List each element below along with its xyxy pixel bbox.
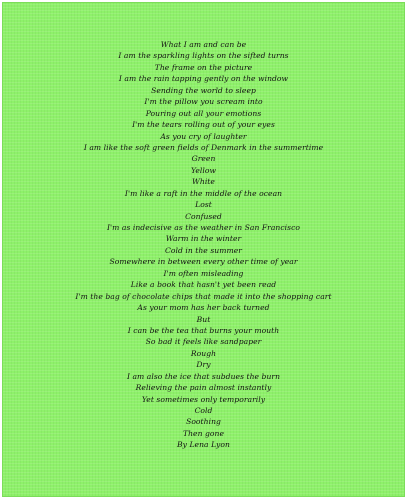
poem-line: Cold in the summer bbox=[165, 245, 242, 255]
poem-line: I am the rain tapping gently on the window bbox=[118, 74, 289, 84]
poem-line: Yellow bbox=[190, 165, 217, 175]
poem-line: I'm the pillow you scream into bbox=[144, 97, 263, 107]
poem-line: I am the sparkling lights on the sifted turns bbox=[118, 51, 289, 61]
poem-line: The frame on the picture bbox=[154, 62, 253, 72]
poem-line: Rough bbox=[190, 348, 217, 358]
poem-line: Pouring out all your emotions bbox=[145, 108, 262, 118]
poem-line: Green bbox=[191, 154, 216, 164]
poem-line: Lost bbox=[195, 200, 212, 210]
poem-line: I'm like a raft in the middle of the ocean bbox=[124, 188, 283, 198]
poem-text bbox=[2, 39, 405, 451]
poem-line: Relieving the pain almost instantly bbox=[135, 383, 272, 393]
poem-line: What I am and can be bbox=[160, 40, 247, 49]
poem-line: Confused bbox=[185, 211, 222, 221]
poem-page bbox=[2, 2, 405, 497]
poem-line: Soothing bbox=[186, 417, 221, 427]
poem-line: Then gone bbox=[182, 428, 225, 438]
poem-line: I can be the tea that burns your mouth bbox=[127, 325, 280, 335]
poem-line: As you cry of laughter bbox=[160, 131, 247, 141]
poem-line: White bbox=[192, 177, 215, 187]
poem-line: But bbox=[196, 314, 211, 324]
poem-author: By Lena Lyon bbox=[177, 440, 230, 450]
poem-line: I am like the soft green fields of Denmark in the summertime bbox=[83, 142, 324, 152]
poem-line: Cold bbox=[194, 406, 213, 415]
poem-line: Somewhere in between every other time of year bbox=[109, 257, 298, 267]
poem-line: Sending the world to sleep bbox=[151, 85, 256, 95]
poem-line: Warm in the winter bbox=[165, 234, 242, 244]
poem-line: Dry bbox=[196, 360, 211, 370]
poem-line: I am also the ice that subdues the burn bbox=[126, 371, 281, 381]
poem-line: I'm the bag of chocolate chips that made it into the shopping cart bbox=[75, 291, 332, 301]
poem-line: Yet sometimes only temporarily bbox=[141, 394, 266, 404]
poem-line: Like a book that hasn't yet been read bbox=[130, 280, 277, 290]
poem-line: I'm as indecisive as the weather in San Francisco bbox=[106, 223, 301, 232]
poem-line: I'm often misleading bbox=[163, 268, 244, 278]
poem-line: As your mom has her back turned bbox=[137, 303, 270, 313]
poem-line: So bad it feels like sandpaper bbox=[145, 337, 262, 347]
poem-line: I'm the tears rolling out of your eyes bbox=[132, 120, 275, 130]
